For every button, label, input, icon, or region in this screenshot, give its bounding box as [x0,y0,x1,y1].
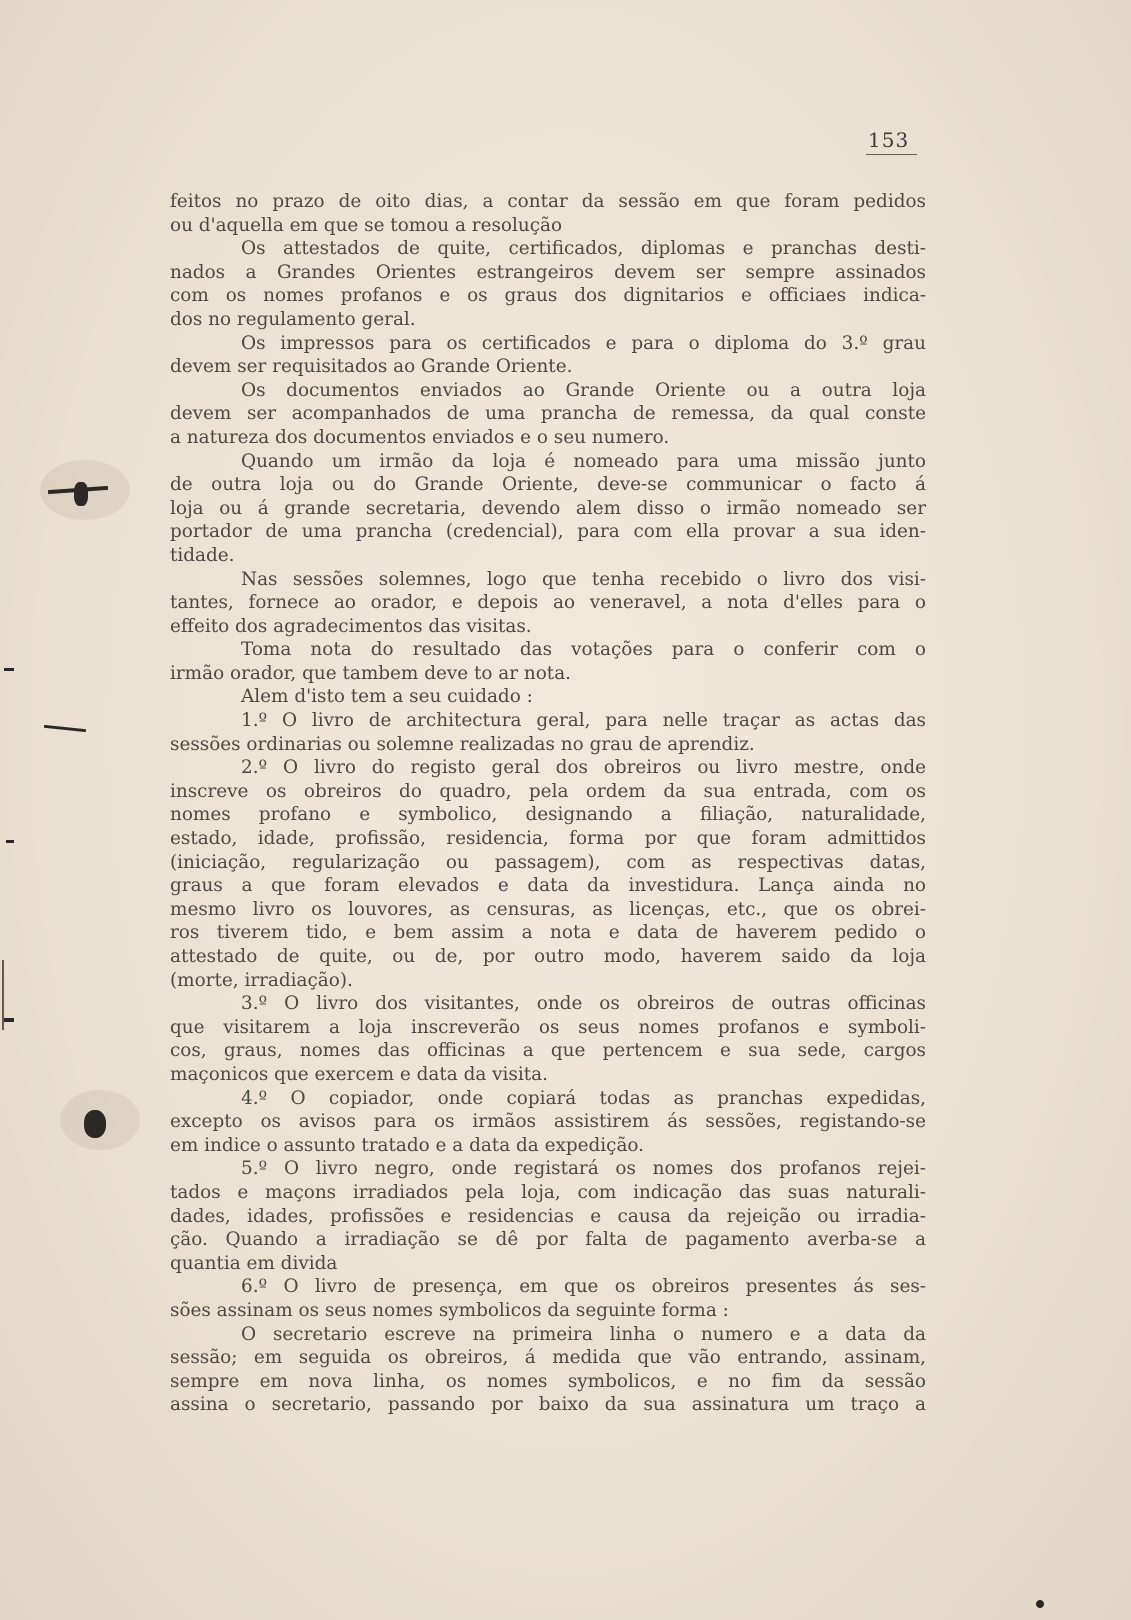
margin-mark [74,482,88,506]
text-line: tidade. [170,544,235,566]
text-line: a natureza dos documentos enviados e o seu numero. [170,426,670,448]
text-line: excepto os avisos para os irmãos assistirem ás sessões, registando-se [170,1111,926,1133]
text-line: portador de uma prancha (credencial), para com ella provar a sua iden- [170,521,926,543]
text-line: nados a Grandes Orientes estrangeiros devem ser sempre assinados [170,261,926,283]
text-line: (morte, irradiação). [170,969,353,991]
text-line: sões assinam os seus nomes symbolicos da seguinte forma : [170,1299,729,1321]
text-line: feitos no prazo de oito dias, a contar da sessão em que foram pedidos [170,191,926,212]
text-line: Quando um irmão da loja é nomeado para uma missão junto [241,450,926,472]
page-number: 153 [866,128,917,155]
text-line: quantia em divida [170,1252,338,1274]
text-line: nomes profano e symbolico, designando a filiação, naturalidade, [170,804,926,826]
text-line: O secretario escreve na primeira linha o numero e a data da [241,1323,926,1345]
text-line: estado, idade, profissão, residencia, forma por que foram admittidos [170,828,926,850]
text-line: Os documentos enviados ao Grande Oriente ou a outra loja [241,379,926,401]
text-line: assina o secretario, passando por baixo da sua assinatura um traço a [170,1394,926,1416]
margin-mark [6,840,14,843]
text-line: 2.º O livro do registo geral dos obreiros ou livro mestre, onde [241,757,926,779]
text-line: de outra loja ou do Grande Oriente, deve-se communicar o facto á [170,474,926,496]
text-line: tantes, fornece ao orador, e depois ao veneravel, a nota d'elles para o [170,592,926,614]
text-line: 4.º O copiador, onde copiará todas as pranchas expedidas, [241,1087,926,1109]
text-line: 3.º O livro dos visitantes, onde os obreiros de outras officinas [241,993,926,1015]
text-line: mesmo livro os louvores, as censuras, as licenças, etc., que os obrei- [170,898,926,920]
text-line: irmão orador, que tambem deve to ar nota. [170,662,572,684]
text-line: dades, idades, profissões e residencias e causa da rejeição ou irradia- [170,1205,926,1227]
text-line: devem ser requisitados ao Grande Oriente. [170,356,573,378]
text-line: em indice o assunto tratado e a data da expedição. [170,1134,645,1156]
text-line: sempre em nova linha, os nomes symbolicos, e no fim da sessão [170,1370,926,1392]
text-line: devem ser acompanhados de uma prancha de remessa, da qual conste [170,403,926,425]
text-line: Toma nota do resultado das votações para o conferir com o [241,639,926,661]
text-line: dos no regulamento geral. [170,308,416,330]
text-line: Nas sessões solemnes, logo que tenha recebido o livro dos visi- [241,568,926,590]
text-line: Os impressos para os certificados e para o diploma do 3.º grau [241,332,926,354]
body-text [170,190,926,1417]
text-line: Os attestados de quite, certificados, diplomas e pranchas desti- [241,238,926,260]
margin-mark [44,725,86,732]
text-line: (iniciação, regularização ou passagem), com as respectivas datas, [170,851,926,873]
margin-mark [4,668,14,671]
text-line: 1.º O livro de architectura geral, para nelle traçar as actas das [241,710,926,732]
margin-mark [1036,1600,1044,1608]
text-line: sessão; em seguida os obreiros, á medida que vão entrando, assinam, [170,1347,926,1369]
text-line: loja ou á grande secretaria, devendo alem disso o irmão nomeado ser [170,497,926,519]
text-line: maçonicos que exercem e data da visita. [170,1063,548,1085]
text-line: 5.º O livro negro, onde registará os nomes dos profanos rejei- [241,1158,926,1180]
text-line: attestado de quite, ou de, por outro modo, haverem saido da loja [170,946,926,967]
text-line: tados e maçons irradiados pela loja, com indicação das suas naturali- [170,1181,926,1203]
text-line: 6.º O livro de presença, em que os obreiros presentes ás ses- [241,1276,926,1298]
text-line: com os nomes profanos e os graus dos dignitarios e officiaes indica- [170,285,926,307]
text-line: que visitarem a loja inscreverão os seus nomes profanos e symboli- [170,1016,926,1038]
margin-mark [84,1110,106,1138]
text-line: ou d'aquella em que se tomou a resolução [170,214,563,236]
text-line: Alem d'isto tem a seu cuidado : [241,686,533,708]
margin-mark [4,1018,14,1022]
text-line: sessões ordinarias ou solemne realizadas no grau de aprendiz. [170,733,755,755]
text-line: ção. Quando a irradiação se dê por falta de pagamento averba-se a [170,1229,926,1251]
text-line: effeito dos agradecimentos das visitas. [170,615,532,637]
text-line: ros tiverem tido, e bem assim a nota e data de haverem pedido o [170,922,926,944]
text-line: graus a que foram elevados e data da investidura. Lança ainda no [170,875,926,897]
text-line: inscreve os obreiros do quadro, pela ordem da sua entrada, com os [170,780,926,802]
text-line: cos, graus, nomes das officinas a que pertencem e sua sede, cargos [170,1040,926,1062]
